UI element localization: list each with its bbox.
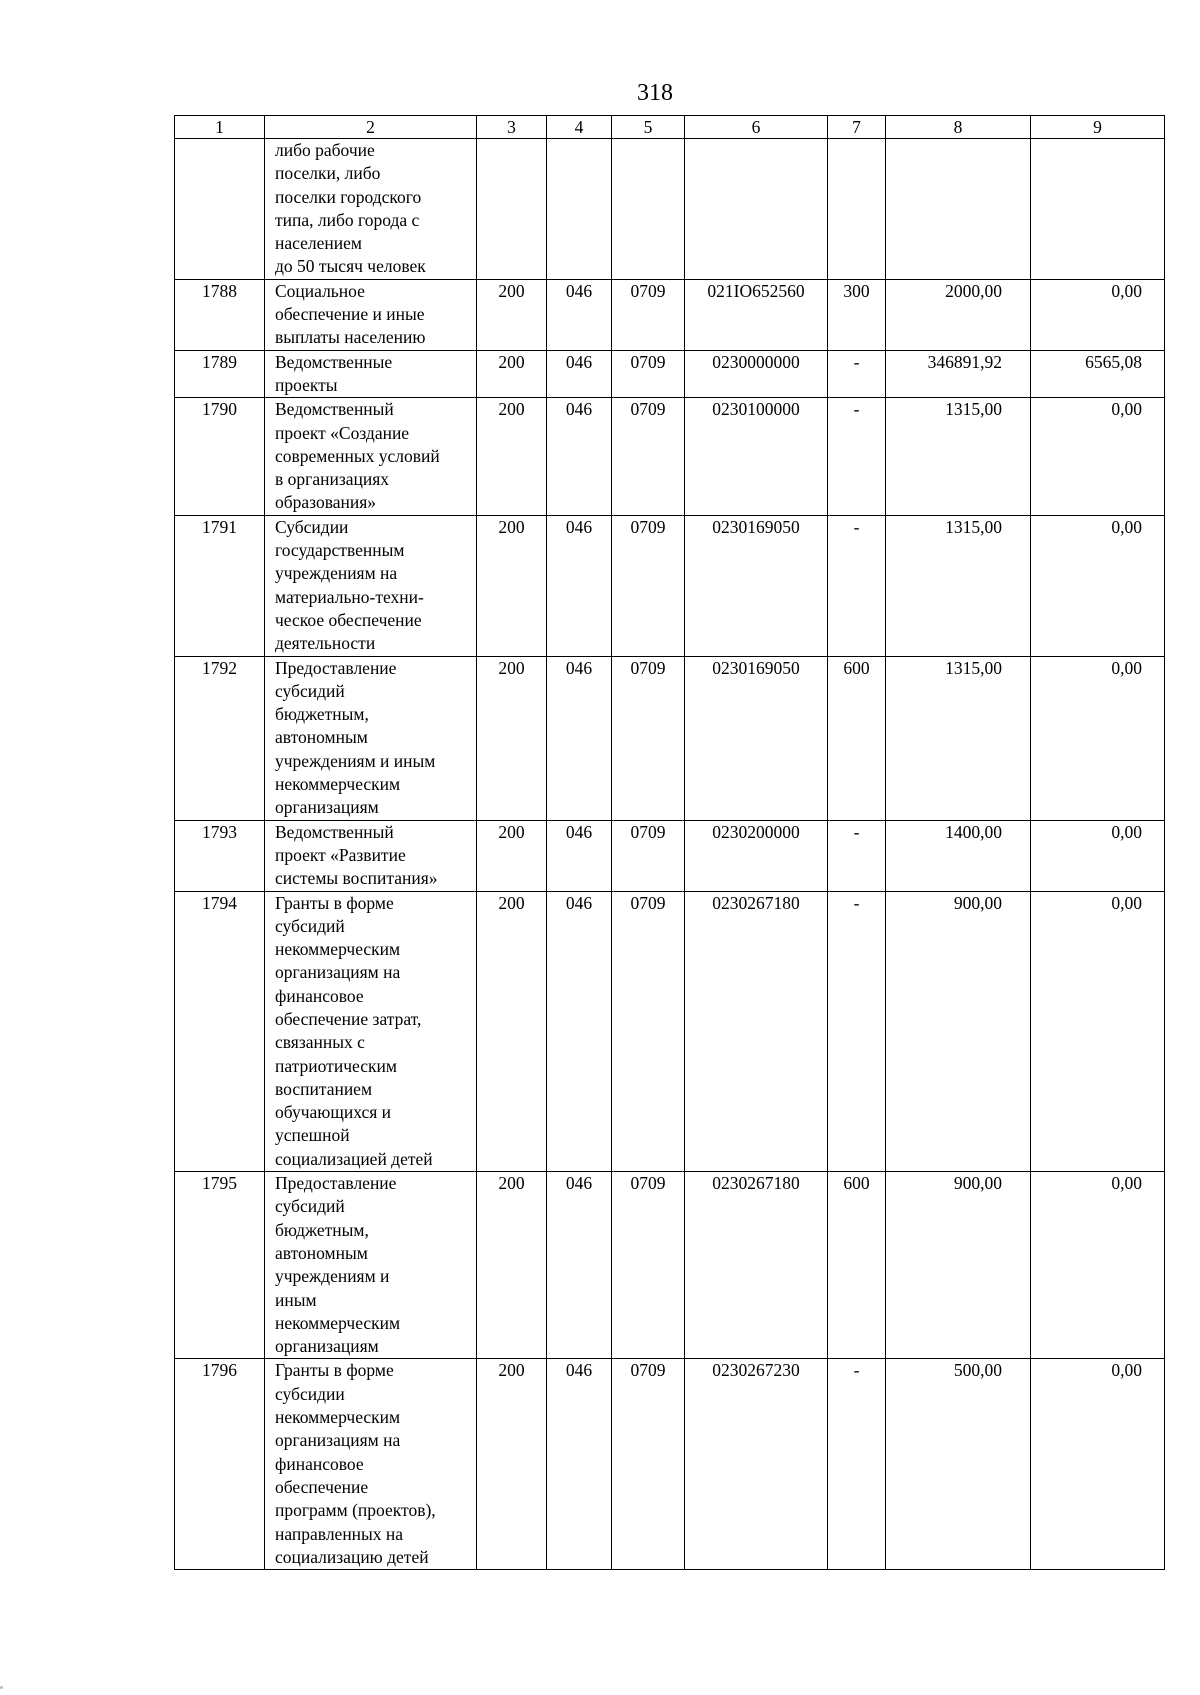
item-name-line: некоммерческим (275, 939, 401, 960)
code-expense-type-cell (828, 139, 886, 280)
table-row (175, 891, 1165, 1172)
row-number-cell: 1791 (175, 515, 265, 656)
item-name-line: населением (275, 233, 362, 254)
code-expense-type-cell: - (828, 350, 886, 398)
item-name-line: поселки городского (275, 186, 422, 207)
column-header: 1 (175, 116, 265, 139)
item-name-line: современных условий (275, 445, 440, 466)
item-name-cell (265, 1359, 477, 1570)
row-number-cell: 1794 (175, 891, 265, 1172)
amount-cell: 1315,00 (886, 515, 1031, 656)
code-admin-cell: 200 (477, 398, 547, 515)
amount-cell: 1315,00 (886, 398, 1031, 515)
item-name-line: иным (275, 1289, 317, 1310)
item-name-cell (265, 279, 477, 350)
item-name-line: Ведомственный (275, 821, 394, 842)
item-name-line: системы воспитания» (275, 868, 438, 889)
table-row (175, 1359, 1165, 1570)
code-target-cell: 0230000000 (685, 350, 828, 398)
code-section-cell: 0709 (612, 891, 685, 1172)
item-name-line: типа, либо города с (275, 209, 420, 230)
item-name-line: проект «Развитие (275, 844, 406, 865)
code-section-cell: 0709 (612, 820, 685, 891)
code-chapter-cell: 046 (547, 515, 612, 656)
item-name-line: деятельности (275, 633, 376, 654)
item-name-line: финансовое (275, 985, 364, 1006)
item-name-line: Ведомственный (275, 399, 394, 420)
code-target-cell: 0230267180 (685, 891, 828, 1172)
code-admin-cell: 200 (477, 820, 547, 891)
table-row (175, 279, 1165, 350)
item-name-line: ческое обеспечение (275, 609, 422, 630)
amount-change-cell: 0,00 (1031, 891, 1165, 1172)
item-name-cell (265, 891, 477, 1172)
item-name-line: финансовое (275, 1453, 364, 1474)
item-name-line: организациям (275, 797, 379, 818)
item-name-line: обеспечение затрат, (275, 1008, 422, 1029)
table-row (175, 398, 1165, 515)
code-admin-cell: 200 (477, 656, 547, 820)
code-admin-cell: 200 (477, 350, 547, 398)
code-chapter-cell: 046 (547, 820, 612, 891)
item-name-line: Предоставление (275, 1173, 397, 1194)
row-number-cell: 1795 (175, 1172, 265, 1359)
item-name-line: организациям на (275, 962, 401, 983)
item-name-line: субсидий (275, 1196, 345, 1217)
code-chapter-cell: 046 (547, 398, 612, 515)
item-name-line: образования» (275, 492, 377, 513)
row-number-cell: 1788 (175, 279, 265, 350)
code-chapter-cell: 046 (547, 1359, 612, 1570)
code-section-cell: 0709 (612, 398, 685, 515)
code-admin-cell: 200 (477, 515, 547, 656)
code-expense-type-cell: - (828, 891, 886, 1172)
item-name-line: организациям на (275, 1430, 401, 1451)
item-name-line: направленных на (275, 1523, 404, 1544)
table-row (175, 1172, 1165, 1359)
item-name-cell (265, 139, 477, 280)
amount-change-cell: 0,00 (1031, 279, 1165, 350)
item-name-line: Ведомственные (275, 351, 393, 372)
item-name-cell (265, 350, 477, 398)
code-admin-cell: 200 (477, 1172, 547, 1359)
table-row (175, 656, 1165, 820)
row-number-cell: 1789 (175, 350, 265, 398)
code-expense-type-cell: - (828, 398, 886, 515)
item-name-line: некоммерческим (275, 1407, 401, 1428)
amount-cell: 500,00 (886, 1359, 1031, 1570)
column-header: 3 (477, 116, 547, 139)
amount-change-cell: 0,00 (1031, 820, 1165, 891)
amount-change-cell: 0,00 (1031, 656, 1165, 820)
item-name-line: проект «Создание (275, 422, 410, 443)
code-section-cell: 0709 (612, 350, 685, 398)
item-name-line: до 50 тысяч человек (275, 256, 426, 277)
column-header: 4 (547, 116, 612, 139)
item-name-line: связанных с (275, 1032, 365, 1053)
code-chapter-cell: 046 (547, 891, 612, 1172)
code-admin-cell: 200 (477, 279, 547, 350)
item-name-line: в организациях (275, 469, 390, 490)
code-expense-type-cell: 300 (828, 279, 886, 350)
item-name-line: организациям (275, 1336, 379, 1357)
item-name-line: субсидий (275, 915, 345, 936)
item-name-line: патриотическим (275, 1055, 397, 1076)
amount-cell: 900,00 (886, 891, 1031, 1172)
code-target-cell: 0230169050 (685, 656, 828, 820)
code-target-cell: 0230100000 (685, 398, 828, 515)
code-chapter-cell: 046 (547, 1172, 612, 1359)
amount-change-cell: 0,00 (1031, 515, 1165, 656)
code-section-cell: 0709 (612, 515, 685, 656)
code-admin-cell: 200 (477, 1359, 547, 1570)
item-name-line: некоммерческим (275, 1312, 401, 1333)
item-name-line: учреждениям и (275, 1266, 390, 1287)
item-name-line: социализацию детей (275, 1546, 429, 1567)
amount-cell: 1315,00 (886, 656, 1031, 820)
column-header: 8 (886, 116, 1031, 139)
amount-change-cell: 0,00 (1031, 398, 1165, 515)
code-admin-cell (477, 139, 547, 280)
code-chapter-cell: 046 (547, 656, 612, 820)
code-section-cell (612, 139, 685, 280)
amount-change-cell: 0,00 (1031, 1359, 1165, 1570)
row-number-cell: 1790 (175, 398, 265, 515)
row-number-cell (175, 139, 265, 280)
amount-cell: 1400,00 (886, 820, 1031, 891)
table-row (175, 515, 1165, 656)
item-name-line: автономным (275, 727, 368, 748)
code-chapter-cell: 046 (547, 279, 612, 350)
amount-cell: 900,00 (886, 1172, 1031, 1359)
budget-table (174, 115, 1165, 1570)
item-name-line: поселки, либо (275, 163, 381, 184)
item-name-line: Гранты в форме (275, 892, 394, 913)
column-header: 5 (612, 116, 685, 139)
item-name-line: успешной (275, 1125, 350, 1146)
item-name-line: обеспечение (275, 1476, 369, 1497)
column-header: 9 (1031, 116, 1165, 139)
amount-cell: 346891,92 (886, 350, 1031, 398)
code-chapter-cell (547, 139, 612, 280)
code-target-cell: 021IO652560 (685, 279, 828, 350)
item-name-line: государственным (275, 540, 405, 561)
item-name-line: некоммерческим (275, 774, 401, 795)
table-row (175, 350, 1165, 398)
code-target-cell: 0230267180 (685, 1172, 828, 1359)
item-name-line: либо рабочие (275, 140, 375, 160)
item-name-line: проекты (275, 374, 338, 395)
item-name-line: Гранты в форме (275, 1360, 394, 1381)
item-name-cell (265, 515, 477, 656)
item-name-line: социализацией детей (275, 1148, 433, 1169)
item-name-cell (265, 398, 477, 515)
code-target-cell: 0230267230 (685, 1359, 828, 1570)
row-number-cell: 1796 (175, 1359, 265, 1570)
code-section-cell: 0709 (612, 1359, 685, 1570)
item-name-line: бюджетным, (275, 704, 369, 725)
code-section-cell: 0709 (612, 1172, 685, 1359)
item-name-line: воспитанием (275, 1078, 373, 1099)
row-number-cell: 1792 (175, 656, 265, 820)
code-expense-type-cell: - (828, 1359, 886, 1570)
item-name-line: учреждениям на (275, 563, 398, 584)
item-name-line: Предоставление (275, 657, 397, 678)
item-name-line: Социальное (275, 280, 365, 301)
amount-change-cell: 0,00 (1031, 1172, 1165, 1359)
code-chapter-cell: 046 (547, 350, 612, 398)
code-section-cell: 0709 (612, 279, 685, 350)
table-row (175, 139, 1165, 280)
table-row (175, 820, 1165, 891)
item-name-cell (265, 656, 477, 820)
item-name-line: субсидии (275, 1383, 345, 1404)
header-row (175, 116, 1165, 139)
item-name-line: субсидий (275, 680, 345, 701)
item-name-line: материально-техни- (275, 586, 424, 607)
item-name-line: обеспечение и иные (275, 304, 425, 325)
amount-change-cell: 6565,08 (1031, 350, 1165, 398)
code-expense-type-cell: - (828, 515, 886, 656)
item-name-line: Субсидии (275, 516, 349, 537)
amount-cell (886, 139, 1031, 280)
item-name-line: автономным (275, 1242, 368, 1263)
amount-cell: 2000,00 (886, 279, 1031, 350)
table-body (175, 139, 1165, 1570)
amount-change-cell (1031, 139, 1165, 280)
item-name-line: учреждениям и иным (275, 750, 436, 771)
code-expense-type-cell: 600 (828, 1172, 886, 1359)
column-header: 6 (685, 116, 828, 139)
code-admin-cell: 200 (477, 891, 547, 1172)
code-expense-type-cell: 600 (828, 656, 886, 820)
column-header: 2 (265, 116, 477, 139)
item-name-line: обучающихся и (275, 1102, 392, 1123)
item-name-cell (265, 1172, 477, 1359)
item-name-cell (265, 820, 477, 891)
code-expense-type-cell: - (828, 820, 886, 891)
item-name-line: программ (проектов), (275, 1500, 436, 1521)
item-name-line: выплаты населению (275, 327, 426, 348)
code-section-cell: 0709 (612, 656, 685, 820)
item-name-line: бюджетным, (275, 1219, 369, 1240)
column-header: 7 (828, 116, 886, 139)
scan-speck (0, 1686, 3, 1689)
code-target-cell: 0230169050 (685, 515, 828, 656)
page-number: 318 (637, 80, 673, 106)
code-target-cell (685, 139, 828, 280)
code-target-cell: 0230200000 (685, 820, 828, 891)
row-number-cell: 1793 (175, 820, 265, 891)
